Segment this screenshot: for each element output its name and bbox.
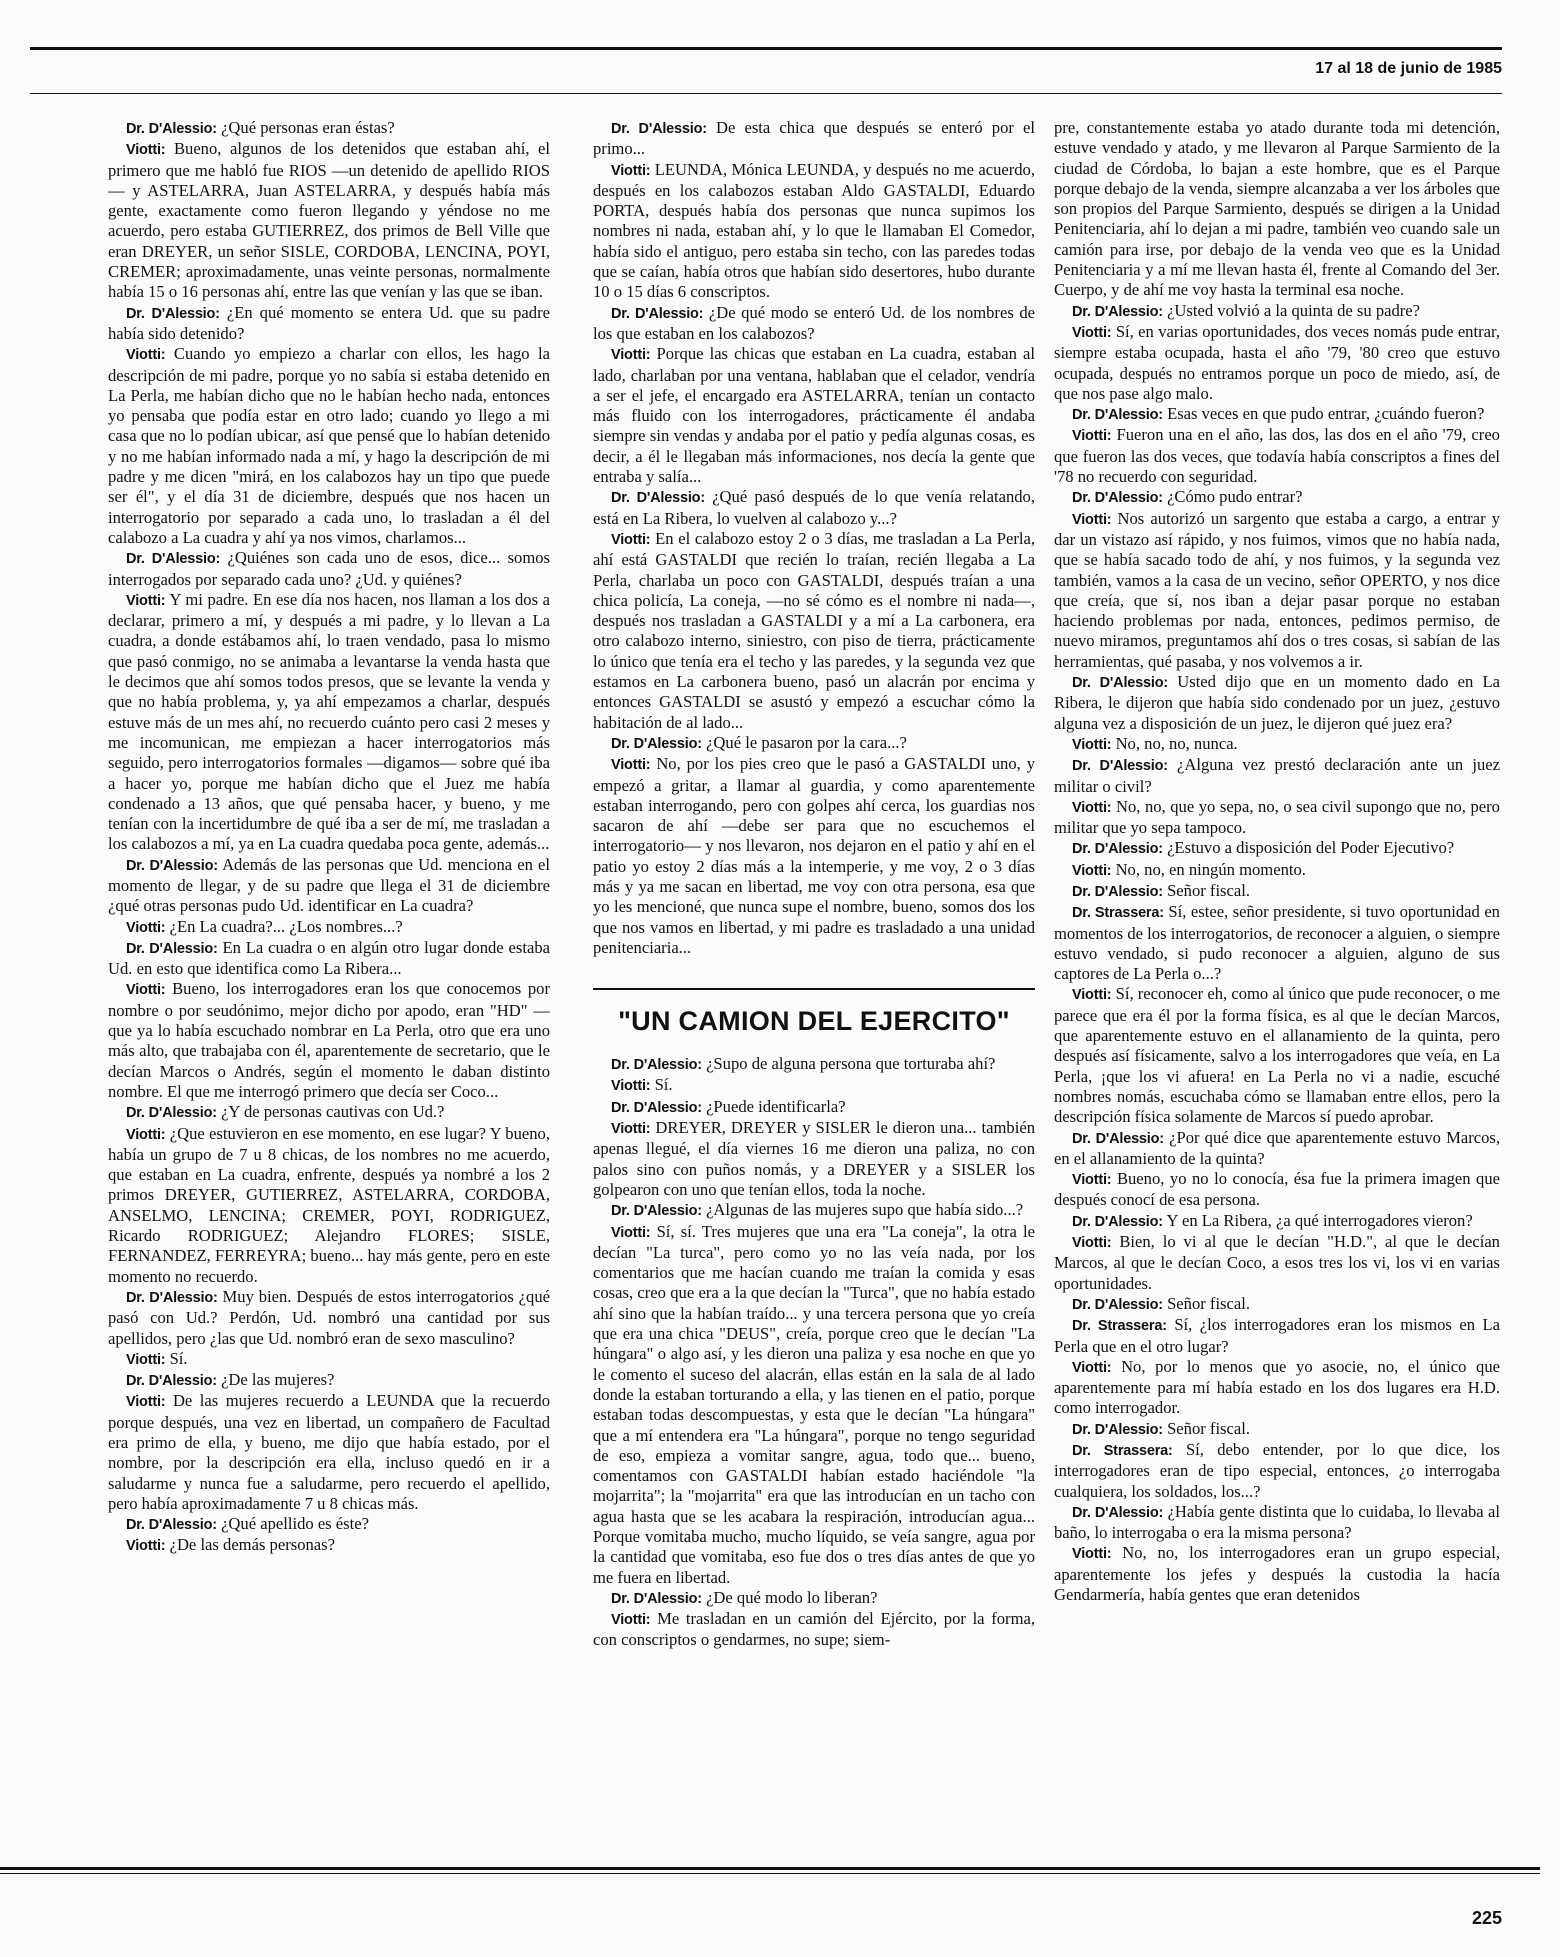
transcript-paragraph: [1054, 487, 1500, 508]
speech-text: Sí, en varias oportunidades, dos veces nomás pude entrar, siempre estaba ocupada, hasta el año '79, '80 creo que estuvo ocupada, después no entramos porque un poco de miedo, así, de que nos pase algo malo.: [1054, 321, 1500, 403]
speech-text: Bueno, los interrogadores eran los que conocemos por nombre o por seudónimo, mejor dicho por apodo, eran "HD" —que ya lo había escuchado nombrar en La Perla, otro que era uno más alto, que trabajaba con él, aparentemente de secretario, que le decían Marcos o Andrés, según el momento le daban distinto nombre. El que me interrogó primero que decía ser Coco...: [108, 979, 550, 1101]
speech-text: ¿Usted volvió a la quinta de su padre?: [1167, 300, 1421, 320]
speaker-label: Dr. D'Alessio:: [126, 121, 217, 137]
speaker-label: Viotti:: [126, 592, 166, 609]
speaker-label: Dr. D'Alessio:: [611, 1057, 702, 1074]
transcript-paragraph: [593, 160, 1035, 303]
transcript-paragraph: [1054, 755, 1500, 797]
speech-text: ¿Qué personas eran éstas?: [221, 118, 395, 137]
speech-text: En el calabozo estoy 2 o 3 días, me trasladan a La Perla, ahí está GASTALDI que recién lo traían, recién llegaba a La Perla, charlaba un poco con GASTALDI, después traían a una chica policía, La coneja, —no sé cómo es el nombre ni nada—, después nos trasladan a GASTALDI y a mí a La carbonera, era otro calabozo interno, siniestro, con piso de tierra, prácticamente lo único que tenía era el techo y las paredes, y la segunda vez que estamos en La carbonera bueno, pasó un alacrán por encima y entonces GASTALDI se asustó y empezó a escuchar cómo la habitación de al lado...: [593, 528, 1035, 732]
speaker-label: Viotti:: [611, 347, 651, 364]
footer-rule: [0, 1867, 1540, 1870]
speech-text: LEUNDA, Mónica LEUNDA, y después no me acuerdo, después en los calabozos estaban Aldo GASTALDI, Eduardo PORTA, después había dos personas que nunca supimos los nombres ni nada, estaban ahí, y lo que le llamaban El Comedor, había sido el antiguo, pero estaba sin techo, con las paredes todas que se caían, había otros que habían sido desertores, hubo durante 10 o 15 días 6 conscriptos.: [593, 159, 1035, 302]
speech-text: Sí, estee, señor presidente, si tuvo oportunidad en momentos de los interrogatorios, de reconocer a alguien, o siempre estuvo vendado, si pudo reconocer a alguien, alguno de sus captores de La Perla o...?: [1054, 902, 1500, 984]
speech-text: ¿En qué momento se entera Ud. que su padre había sido detenido?: [108, 302, 550, 343]
transcript-paragraph: [108, 1391, 550, 1514]
speaker-label: Viotti:: [1072, 1546, 1112, 1563]
transcript-paragraph: [108, 344, 550, 548]
transcript-paragraph: [108, 1514, 550, 1535]
speech-text: Usted dijo que en un momento dado en La Ribera, le dijeron que había sido condenado por un juez, ¿estuvo alguna vez a disposición de un juez, le dijeron qué juez era?: [1054, 672, 1500, 733]
speech-text: Bueno, algunos de los detenidos que estaban ahí, el primero que me habló fue RIOS —un detenido de apellido RIOS— y ASTELARRA, Juan ASTELARRA, y después había más gente, exactamente como fueron llegando y yéndose no me acuerdo, pero estaba GUTIERREZ, dos primos de Bell Ville que eran DREYER, un señor SISLE, CORDOBA, LENCINA, POYI, CREMER; aproximadamente, unas veinte personas, normalmente había 15 o 16 personas ahí, entre las que venían y las que se iban.: [108, 139, 550, 302]
speaker-label: Viotti:: [1072, 1172, 1112, 1189]
speech-text: No, por lo menos que yo asocie, no, el único que aparentemente para mí había estado en los dos lugares era H.D. como interrogador.: [1054, 1356, 1500, 1418]
speaker-label: Viotti:: [1072, 799, 1112, 816]
transcript-paragraph: [108, 1102, 550, 1123]
transcript-paragraph: [1054, 1128, 1500, 1170]
speaker-label: Viotti:: [611, 1078, 651, 1095]
footer-rule-thin: [0, 1873, 1540, 1874]
speech-text: ¿Y de personas cautivas con Ud.?: [221, 1102, 445, 1122]
speaker-label: Dr. D'Alessio:: [611, 121, 707, 137]
speaker-label: Dr. D'Alessio:: [126, 305, 220, 322]
speaker-label: Dr. Strassera:: [1072, 1443, 1173, 1459]
text-column-3: [1054, 118, 1500, 1843]
speaker-label: Viotti:: [1072, 1359, 1112, 1376]
speaker-label: Dr. D'Alessio:: [126, 940, 218, 957]
transcript-paragraph: [1054, 509, 1500, 672]
speech-text: ¿De qué modo lo liberan?: [706, 1587, 878, 1607]
transcript-paragraph: [593, 344, 1035, 487]
transcript-paragraph: [1054, 1169, 1500, 1211]
issue-date: 17 al 18 de junio de 1985: [1315, 60, 1502, 77]
speech-text: Bueno, yo no lo conocía, ésa fue la primera imagen que después conocí de esa persona.: [1054, 1169, 1500, 1210]
speech-text: DREYER, DREYER y SISLER le dieron una... también apenas llegué, el día viernes 16 me dieron una paliza, no con palos sino con puños nomás, y a DREYER y a SISLER los golpearon con uno que tenían ellos, toda la noche.: [593, 1118, 1035, 1199]
transcript-paragraph: [593, 733, 1035, 754]
transcript-paragraph: [108, 979, 550, 1102]
speech-text: No, por los pies creo que le pasó a GASTALDI uno, y empezó a gritar, a llamar al guardia, y como aparentemente estaban interrogando, pero con golpes ahí cerca, los guardias nos sacaron de ahí —debe ser para que no escuchemos el interrogatorio— y nos llevaron, nos dejaron en el patio y ahí en el patio yo estoy 2 días más a la intemperie, y me voy, 2 o 3 días más y ya me sacan en libertad, me voy con otra persona, esa que yo les mencioné, que nunca supe el nombre, bueno, somos dos los que nos vamos en libertad, y mi padre es trasladado a una unidad penitenciaria...: [593, 754, 1035, 957]
speaker-label: Dr. D'Alessio:: [1072, 303, 1163, 320]
transcript-paragraph: [1054, 1357, 1500, 1419]
speech-text: Cuando yo empiezo a charlar con ellos, les hago la descripción de mi padre, porque yo no sabía si estaba detenido en La Perla, me habían dicho que no le habían hecho nada, entonces yo pensaba que podía estar en otro lado; cuando yo llego a mi casa que no lo podían ubicar, así que pensé que lo habían detenido y no me habían informado nada a mí, y hago la descripción de mi padre y me dicen "mirá, en los calabozos hay un tipo que puede ser él", y el día 31 de diciembre, después que nos hacen un interrogatorio por separado a cada uno, lo trasladan a él del calabozo a La cuadra y ahí ya nos vimos, charlamos...: [108, 344, 550, 547]
transcript-paragraph: [1054, 881, 1500, 902]
speech-text: No, no, los interrogadores eran un grupo especial, aparentemente los jefes y después la custodia la hacía Gendarmería, había gentes que eran detenidos: [1054, 1543, 1500, 1605]
speech-text: Muy bien. Después de estos interrogatorios ¿qué pasó con Ud.? Perdón, Ud. nombró una cantidad por sus apellidos, pero ¿las que Ud. nombró eran de sexo masculino?: [108, 1286, 550, 1348]
transcript-paragraph: [593, 529, 1035, 733]
speaker-label: Dr. D'Alessio:: [126, 551, 221, 568]
transcript-paragraph: [593, 1609, 1035, 1651]
speaker-label: Dr. D'Alessio:: [1072, 883, 1163, 900]
speaker-label: Viotti:: [126, 1351, 166, 1368]
speaker-label: Dr. D'Alessio:: [1072, 1421, 1163, 1438]
transcript-paragraph: [1054, 1440, 1500, 1502]
transcript-paragraph: [1054, 1543, 1500, 1605]
speech-text: ¿Qué pasó después de lo que venía relatando, está en La Ribera, lo vuelven al calabozo y...?: [593, 487, 1035, 528]
speech-text: Sí, reconocer eh, como al único que pude reconocer, o me parece que era él por la forma física, es al que le decían Marcos, que aparentemente estuvo en el allanamiento de la quinta, pero después así físicamente, salvo a los interrogadores que veía, en La Perla, ¡que los vi afuera! en La Perla no vi a nadie, escuché nombres nomás, escuchaba cómo se llamaban entre ellos, pero la descripción física solamente de Marcos sí puedo aprobar.: [1054, 984, 1500, 1127]
speaker-label: Dr. D'Alessio:: [1072, 407, 1163, 424]
speech-text: Porque las chicas que estaban en La cuadra, estaban al lado, charlaban por una ventana, hablaban que el celador, vendría a ser el jefe, el encargado era ASTELARRA, tenían un contacto más fluido con los interrogadores, prácticamente él andaba siempre sin vendas y andaba por el patio y pedía algunas cosas, es decir, a él le llegaban más informaciones, nos decía la gente que entraba y salía...: [593, 344, 1035, 487]
speech-text: ¿Quiénes son cada uno de esos, dice... somos interrogados por separado cada uno? ¿Ud. y quiénes?: [108, 548, 550, 589]
speaker-label: Viotti:: [126, 1126, 166, 1143]
section-title: "UN CAMION DEL EJERCITO": [593, 988, 1035, 1036]
speaker-label: Dr. Strassera:: [1072, 905, 1164, 922]
speech-text: Y en La Ribera, ¿a qué interrogadores vieron?: [1166, 1210, 1473, 1230]
speech-text: Bien, lo vi al que le decían "H.D.", al que le decían Marcos, al que le decían Coco, a esos tres los vi, los vi en varias oportunidades.: [1054, 1232, 1500, 1293]
transcript-paragraph: [1054, 1419, 1500, 1440]
transcript-paragraph: [593, 754, 1035, 958]
text-column-1: [108, 118, 550, 1843]
speaker-label: Viotti:: [611, 757, 651, 774]
transcript-paragraph: [1054, 301, 1500, 322]
speech-text: ¿Algunas de las mujeres supo que había sido...?: [706, 1200, 1024, 1220]
speech-text: Sí, ¿los interrogadores eran los mismos en La Perla que en el otro lugar?: [1054, 1315, 1500, 1356]
transcript-paragraph: [108, 303, 550, 345]
speaker-label: Viotti:: [126, 1394, 166, 1411]
speaker-label: Viotti:: [1072, 1235, 1112, 1252]
speech-text: No, no, no, nunca.: [1115, 733, 1238, 753]
transcript-paragraph: [593, 487, 1035, 529]
speaker-label: Dr. D'Alessio:: [611, 1590, 702, 1607]
speech-text: En La cuadra o en algún otro lugar donde estaba Ud. en esto que identifica como La Ribera...: [108, 937, 550, 979]
transcript-paragraph: [108, 590, 550, 855]
speaker-label: Dr. D'Alessio:: [1072, 1213, 1163, 1230]
transcript-paragraph: [1054, 797, 1500, 839]
header-underline: [30, 93, 1502, 94]
transcript-paragraph: [593, 1118, 1035, 1200]
speech-text: pre, constantemente estaba yo atado durante toda mi detención, estuve vendado y atado, y me llevaron al Parque Sarmiento de la ciudad de Córdoba, lo bajan a este hombre, que es el Parque porque debajo de la venda, siempre alcanzaba a ver los árboles que son propios del Parque Sarmiento, después se dirigen a la Unidad Penitenciaria, ahí lo dejan a mi padre, también veo cuando sale un camión para irse, por debajo de la venda veo que es la Unidad Penitenciaria y a mí me llevan hasta él, frente al Comando del 3er. Cuerpo, y de ahí me voy hasta la terminal esa noche.: [1054, 118, 1500, 300]
speech-text: ¿Que estuvieron en ese momento, en ese lugar? Y bueno, había un grupo de 7 u 8 chicas, de los nombres no me acuerdo, que estaban en La cuadra, enfrente, después ya nombré a los 2 primos DREYER, GUTIERREZ, ASTELARRA, CORDOBA, ANSELMO, LENCINA; CREMER, POYI, RODRIGUEZ, Ricardo RODRIGUEZ; Alejandro FLORES; SISLE, FERNANDEZ, FERREYRA; bueno... hay más gente, pero en este momento no recuerdo.: [108, 1123, 550, 1286]
speaker-label: Dr. D'Alessio:: [126, 1373, 217, 1390]
speech-text: Me trasladan en un camión del Ejército, por la forma, con conscriptos o gendarmes, no supe; siem-: [593, 1609, 1035, 1650]
speech-text: ¿Estuvo a disposición del Poder Ejecutivo?: [1167, 838, 1455, 858]
transcript-paragraph: [593, 1588, 1035, 1609]
speaker-label: Viotti:: [611, 162, 651, 179]
speaker-label: Viotti:: [611, 1224, 651, 1241]
speaker-label: Viotti:: [611, 1121, 651, 1138]
speaker-label: Dr. D'Alessio:: [1072, 1296, 1163, 1313]
speaker-label: Viotti:: [611, 1612, 651, 1629]
speaker-label: Dr. D'Alessio:: [611, 490, 705, 507]
speaker-label: Viotti:: [126, 982, 166, 999]
transcript-paragraph: [108, 548, 550, 590]
speech-text: Sí, sí. Tres mujeres que una era "La coneja", la otra le decían "La turca", pero como yo no las veía nada, por los comentarios que me hacían cuando me traían la comida y esas cosas, creo que era a la que decían la "Turca", que no había estado ahí sino que la habían traído... y una tercera persona que yo creía que era una chica "DEUS", creía, porque creo que le decían "La húngara" o algo así, y les dieron una paliza y esa noche en que yo le comento el suceso del alacrán, ellas están en la sala de al lado donde la estaban torturando a ella, y las tienen en el patio, porque estaban todas descompuestas, y esta que le decían "La húngara" que a mí entendera era "La húngara", porque no tengo seguridad de eso, empieza a vomitar sangre, agua, todo que... bueno, comentamos con GASTALDI habían estado haciéndole "la mojarrita"; la "mojarrita" era que las introducían en un tacho con agua hasta que se les acabara la respiración, introducían agua... Porque vomitaba mucho, mucho líquido, se veía sangre, agua por la cantidad que vomitaba, eso fue dos o tres días antes de que yo me fuera en libertad.: [593, 1221, 1035, 1587]
speech-text: Nos autorizó un sargento que estaba a cargo, a entrar y dar un vistazo así rápido, y nos fuimos, vimos que no había nada, que se había sacado todo de ahí, y nos fuimos, y la segunda vez también, vamos a la casa de un vecino, señor OPERTO, y nos dice que creía, que sí, nos iban a dejar pasar porque no estaban haciendo problemas por nada, entonces, pedimos permiso, de nuevo miramos, preguntamos ahí dos o tres cosas, si sabían de las herramientas, qué pasaba, y nos volvemos a ir.: [1054, 508, 1500, 671]
transcript-paragraph: [1054, 1294, 1500, 1315]
speaker-label: Viotti:: [1072, 511, 1112, 528]
transcript-paragraph: [108, 118, 550, 139]
transcript-paragraph: [593, 1222, 1035, 1588]
speaker-label: Viotti:: [1072, 324, 1112, 341]
speech-text: ¿Había gente distinta que lo cuidaba, lo llevaba al baño, lo interrogaba o era la misma persona?: [1054, 1501, 1500, 1543]
transcript-paragraph: [1054, 860, 1500, 881]
speech-text: Señor fiscal.: [1167, 880, 1251, 900]
transcript-paragraph: [108, 855, 550, 917]
transcript-paragraph: [593, 1075, 1035, 1096]
speech-text: ¿Puede identificarla?: [706, 1096, 846, 1116]
speaker-label: Dr. D'Alessio:: [1072, 758, 1168, 775]
speech-text: No, no, que yo sepa, no, o sea civil supongo que no, pero militar que yo sepa tampoco.: [1054, 796, 1500, 838]
speaker-label: Dr. D'Alessio:: [1072, 1130, 1164, 1147]
speech-text: Señor fiscal.: [1167, 1293, 1251, 1313]
speaker-label: Dr. D'Alessio:: [1072, 1504, 1164, 1521]
transcript-paragraph: [108, 1370, 550, 1391]
speech-text: Además de las personas que Ud. menciona en el momento de llegar, y de su padre que llega el 31 de diciembre ¿qué otras personas pudo Ud. identificar en La cuadra?: [108, 854, 550, 916]
transcript-paragraph: [1054, 838, 1500, 859]
transcript-paragraph: [1054, 902, 1500, 984]
speaker-label: Dr. D'Alessio:: [126, 1105, 217, 1122]
speaker-label: Viotti:: [126, 919, 166, 936]
transcript-paragraph: [1054, 1315, 1500, 1357]
speaker-label: Dr. D'Alessio:: [611, 1099, 702, 1116]
transcript-paragraph: [1054, 322, 1500, 404]
speech-text: Esas veces en que pudo entrar, ¿cuándo fueron?: [1167, 404, 1485, 424]
transcript-paragraph: [108, 1349, 550, 1370]
speech-text: ¿Supo de alguna persona que torturaba ahí?: [706, 1054, 996, 1074]
text-column-2: [593, 118, 1035, 1843]
speaker-label: Viotti:: [1072, 987, 1112, 1004]
transcript-paragraph: [1054, 118, 1500, 301]
speech-text: ¿De las mujeres?: [221, 1370, 335, 1390]
speaker-label: Dr. D'Alessio:: [126, 857, 218, 874]
transcript-paragraph: [593, 1054, 1035, 1075]
speech-text: ¿Qué apellido es éste?: [221, 1514, 369, 1534]
speaker-label: Dr. D'Alessio:: [611, 735, 702, 752]
speech-text: ¿Por qué dice que aparentemente estuvo Marcos, en el allanamiento de la quinta?: [1054, 1127, 1500, 1168]
transcript-paragraph: [1054, 1211, 1500, 1232]
speaker-label: Dr. D'Alessio:: [611, 1203, 702, 1220]
speech-text: ¿Alguna vez prestó declaración ante un juez militar o civil?: [1054, 755, 1500, 796]
speech-text: Fueron una en el año, las dos, las dos en el año '79, creo que fueron las dos veces, que todavía había conscriptos a fines del '78 no recuerdo con seguridad.: [1054, 425, 1500, 487]
transcript-paragraph: [593, 1200, 1035, 1221]
speech-text: De esta chica que después se enteró por el primo...: [593, 118, 1035, 159]
speaker-label: Viotti:: [1072, 428, 1112, 445]
speaker-label: Viotti:: [126, 347, 166, 364]
speaker-label: Dr. D'Alessio:: [611, 305, 704, 322]
transcript-paragraph: [108, 1287, 550, 1349]
speech-text: Y mi padre. En ese día nos hacen, nos llaman a los dos a declarar, primero a mí, y después a mi padre, y lo llevan a La cuadra, a donde estábamos ahí, lo traen vendado, pasa lo mismo que pasó conmigo, no se animaba a levantarse la venda hasta que le decimos que ahí somos todos presos, que se levante la venda y que no había problema, y, ya ahí empezamos a charlar, después estuve más de un mes ahí, no recuerdo cuánto pero casi 2 meses y me incomunican, me empiezan a hacer interrogatorios más seguido, pero interrogatorios formales —digamos— sobre qué iba a hacer yo, porque me habían dicho que el Juez me había condenado a 13 años, que qué pensaba hacer, y bueno, y me tenían con la incertidumbre de qué iba a ser de mí, me trasladan a los calabozos a mí, ya en La cuadra quedaba poca gente, además...: [108, 589, 550, 854]
transcript-paragraph: [1054, 734, 1500, 755]
speech-text: ¿De qué modo se enteró Ud. de los nombres de los que estaban en los calabozos?: [593, 302, 1035, 343]
speaker-label: Viotti:: [1072, 862, 1112, 879]
speech-text: No, no, en ningún momento.: [1115, 859, 1306, 879]
speech-text: ¿Cómo pudo entrar?: [1167, 487, 1303, 507]
header-rule: [30, 47, 1502, 50]
transcript-paragraph: [108, 139, 550, 302]
transcript-paragraph: [108, 1124, 550, 1287]
transcript-paragraph: [593, 118, 1035, 160]
speech-text: Sí.: [169, 1348, 188, 1368]
speech-text: Señor fiscal.: [1167, 1418, 1251, 1438]
speaker-label: Dr. Strassera:: [1072, 1318, 1167, 1335]
speech-text: ¿De las demás personas?: [169, 1535, 335, 1555]
speech-text: De las mujeres recuerdo a LEUNDA que la recuerdo porque después, una vez en libertad, un compañero de Facultad era primo de ella, y bueno, me dijo que había estado, por el nombre, por la descripción era ella, incluso quedó en ir a saludarme y nunca fue a saludarme, pero recuerdo el apellido, pero había aproximadamente 7 u 8 chicas más.: [108, 1391, 550, 1513]
transcript-paragraph: [593, 303, 1035, 345]
speaker-label: Dr. D'Alessio:: [1072, 675, 1168, 692]
speech-text: Sí, debo entender, por lo que dice, los interrogadores eran de tipo especial, entonces, ¿o interrogaba cualquiera, los soldados, los...?: [1054, 1440, 1500, 1501]
transcript-paragraph: [108, 917, 550, 938]
transcript-paragraph: [1054, 425, 1500, 487]
speaker-label: Viotti:: [611, 531, 651, 548]
transcript-paragraph: [1054, 1502, 1500, 1544]
speaker-label: Viotti:: [126, 142, 166, 159]
speech-text: ¿En La cuadra?... ¿Los nombres...?: [169, 916, 403, 936]
transcript-paragraph: [108, 938, 550, 980]
transcript-paragraph: [1054, 984, 1500, 1127]
speech-text: Sí.: [654, 1075, 673, 1095]
speech-text: ¿Qué le pasaron por la cara...?: [706, 732, 907, 752]
speaker-label: Viotti:: [126, 1538, 166, 1555]
page-number: 225: [1471, 1908, 1502, 1928]
speaker-label: Dr. D'Alessio:: [1072, 841, 1163, 858]
transcript-paragraph: [593, 1097, 1035, 1118]
transcript-paragraph: [1054, 1232, 1500, 1294]
transcript-paragraph: [1054, 404, 1500, 425]
speaker-label: Dr. D'Alessio:: [1072, 490, 1163, 507]
speaker-label: Dr. D'Alessio:: [126, 1517, 217, 1534]
transcript-paragraph: [108, 1535, 550, 1556]
speaker-label: Viotti:: [1072, 736, 1112, 753]
transcript-paragraph: [1054, 672, 1500, 734]
speaker-label: Dr. D'Alessio:: [126, 1289, 218, 1306]
